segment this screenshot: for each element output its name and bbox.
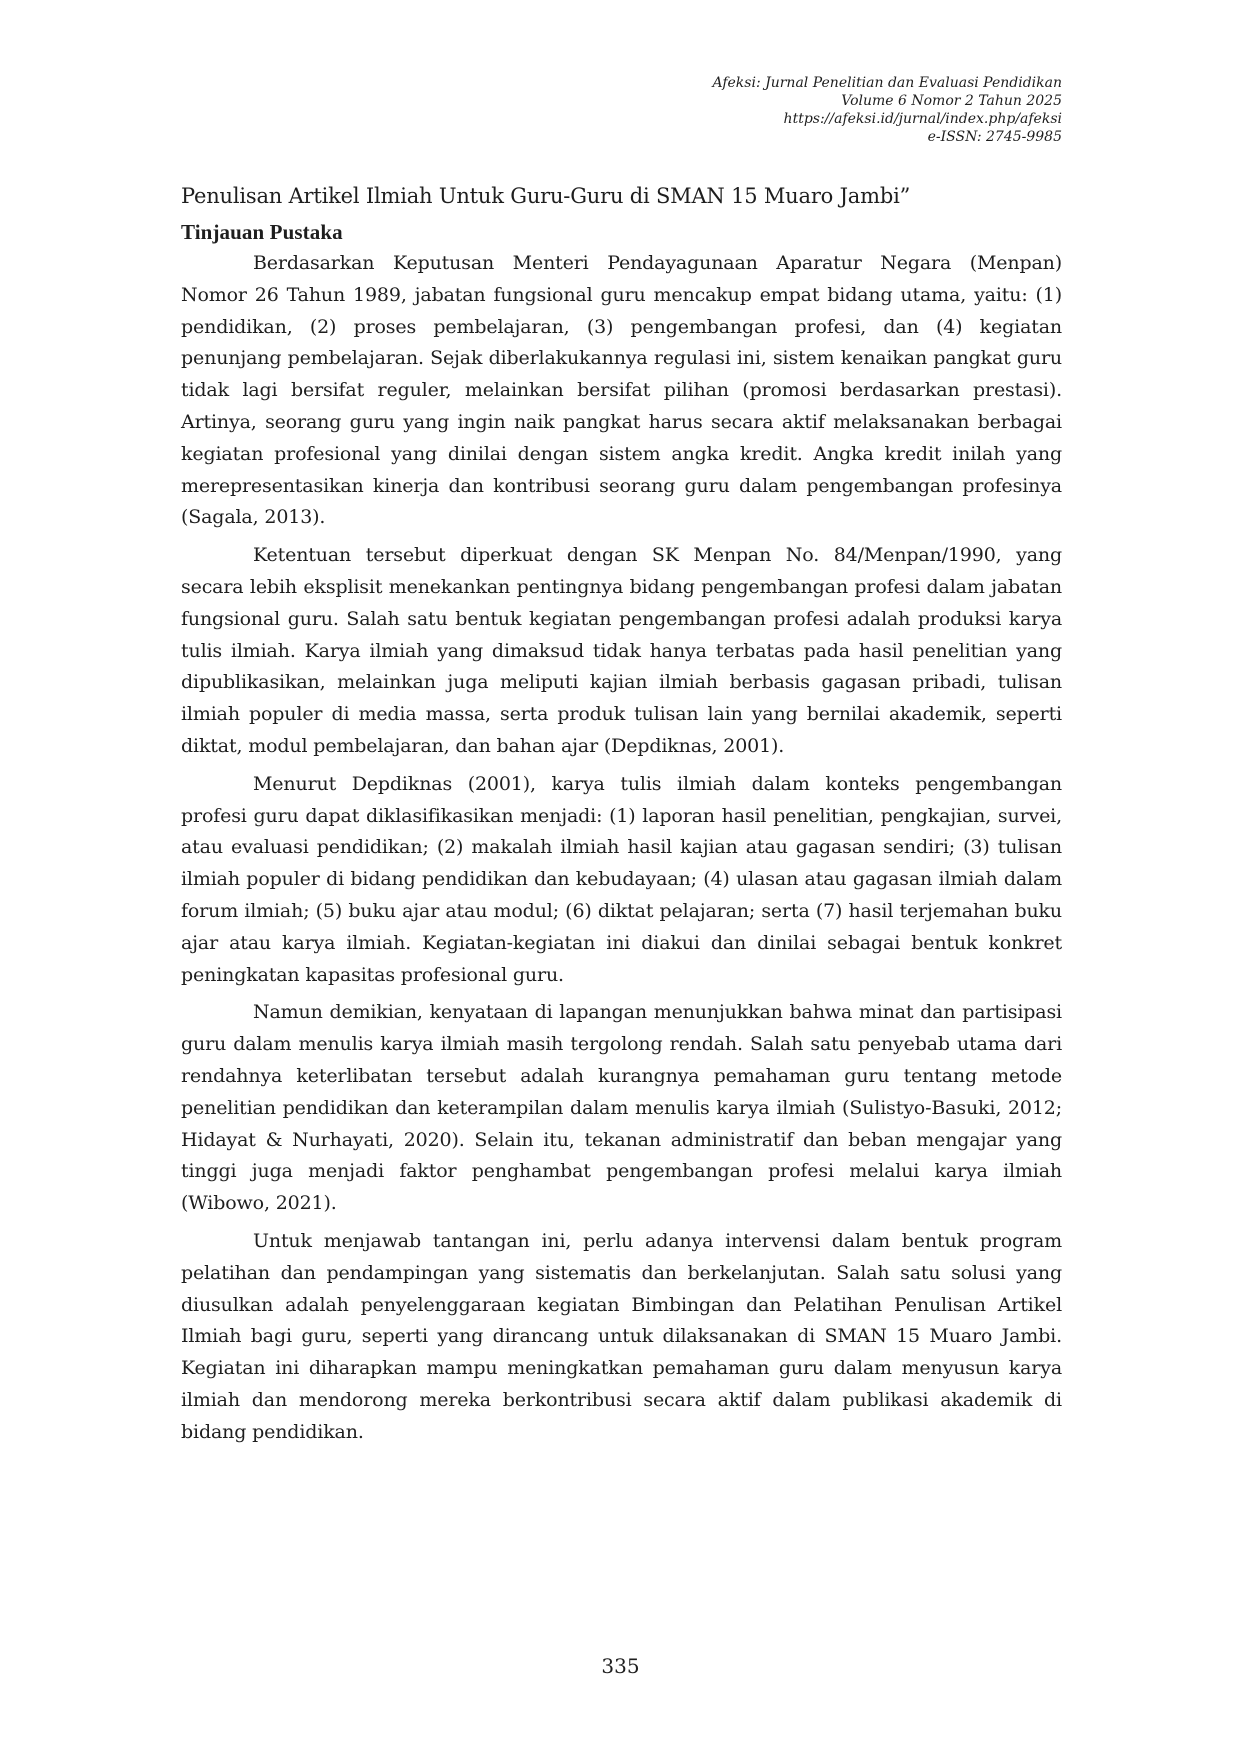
paragraph-line: forum ilmiah; (5) buku ajar atau modul; (6) diktat pelajaran; serta (7) hasil terjemahan buku xyxy=(181,899,1062,922)
paragraph-line: ajar atau karya ilmiah. Kegiatan-kegiatan ini diakui dan dinilai sebagai bentuk konkret xyxy=(181,931,1062,954)
paragraph-line: profesi guru dapat diklasifikasikan menjadi: (1) laporan hasil penelitian, pengkajian, survei, xyxy=(181,804,1062,827)
paragraph-line: (Sagala, 2013). xyxy=(181,506,326,529)
journal-header xyxy=(542,74,1062,146)
paragraph-line: fungsional guru. Salah satu bentuk kegiatan pengembangan profesi adalah produksi karya xyxy=(181,607,1062,630)
paragraph-line: tidak lagi bersifat reguler, melainkan bersifat pilihan (promosi berdasarkan prestasi). xyxy=(181,379,1062,402)
paragraph-line: penelitian pendidikan dan keterampilan dalam menulis karya ilmiah (Sulistyo-Basuki, 2012; xyxy=(181,1096,1062,1119)
paragraph-line: rendahnya keterlibatan tersebut adalah kurangnya pemahaman guru tentang metode xyxy=(181,1064,1062,1087)
paragraph-line: guru dalam menulis karya ilmiah masih tergolong rendah. Salah satu penyebab utama dari xyxy=(181,1033,1062,1056)
paragraph-line: Namun demikian, kenyataan di lapangan menunjukkan bahwa minat dan partisipasi xyxy=(253,1001,1062,1024)
continued-title: Penulisan Artikel Ilmiah Untuk Guru-Guru di SMAN 15 Muaro Jambi” xyxy=(181,184,911,208)
paragraph-line: Menurut Depdiknas (2001), karya tulis ilmiah dalam konteks pengembangan xyxy=(253,772,1062,795)
journal-name: Afeksi: Jurnal Penelitian dan Evaluasi Pendidikan xyxy=(712,75,1062,91)
paragraph-line: tinggi juga menjadi faktor penghambat pengembangan profesi melalui karya ilmiah xyxy=(181,1160,1062,1183)
body-paragraph xyxy=(181,1226,1062,1449)
article-body xyxy=(181,180,1062,1454)
paragraph-line: penunjang pembelajaran. Sejak diberlakukannya regulasi ini, sistem kenaikan pangkat guru xyxy=(181,347,1062,370)
paragraph-line: pendidikan, (2) proses pembelajaran, (3) pengembangan profesi, dan (4) kegiatan xyxy=(181,315,1062,338)
paragraph-line: pelatihan dan pendampingan yang sistematis dan berkelanjutan. Salah satu solusi yang xyxy=(181,1261,1062,1284)
paragraph-line: (Wibowo, 2021). xyxy=(181,1192,337,1215)
journal-volume: Volume 6 Nomor 2 Tahun 2025 xyxy=(841,93,1062,109)
section-heading: Tinjauan Pustaka xyxy=(181,220,343,244)
paragraph-line: ilmiah dan mendorong mereka berkontribusi secara aktif dalam publikasi akademik di xyxy=(181,1388,1062,1411)
paragraph-line: diusulkan adalah penyelenggaraan kegiatan Bimbingan dan Pelatihan Penulisan Artikel xyxy=(181,1293,1062,1316)
paragraph-line: Ilmiah bagi guru, seperti yang dirancang untuk dilaksanakan di SMAN 15 Muaro Jambi. xyxy=(181,1325,1062,1348)
page-number: 335 xyxy=(601,1654,640,1678)
journal-url: https://afeksi.id/jurnal/index.php/afeksi xyxy=(783,111,1062,127)
paragraph-line: diktat, modul pembelajaran, dan bahan ajar (Depdiknas, 2001). xyxy=(181,734,785,757)
paragraph-line: ilmiah populer di bidang pendidikan dan kebudayaan; (4) ulasan atau gagasan ilmiah dalam xyxy=(181,868,1062,891)
paragraph-line: ilmiah populer di media massa, serta produk tulisan lain yang bernilai akademik, seperti xyxy=(181,703,1062,726)
paragraph-line: Nomor 26 Tahun 1989, jabatan fungsional guru mencakup empat bidang utama, yaitu: (1) xyxy=(181,283,1062,306)
paragraphs xyxy=(181,248,1062,1448)
paragraph-line: tulis ilmiah. Karya ilmiah yang dimaksud tidak hanya terbatas pada hasil penelitian yang xyxy=(181,639,1062,662)
journal-issn: e-ISSN: 2745-9985 xyxy=(927,129,1062,145)
paragraph-line: secara lebih eksplisit menekankan pentingnya bidang pengembangan profesi dalam jabatan xyxy=(181,575,1062,598)
paragraph-line: peningkatan kapasitas profesional guru. xyxy=(181,963,564,986)
paragraph-line: merepresentasikan kinerja dan kontribusi seorang guru dalam pengembangan profesinya xyxy=(181,474,1062,497)
body-paragraph xyxy=(181,997,1062,1220)
paragraph-line: Untuk menjawab tantangan ini, perlu adanya intervensi dalam bentuk program xyxy=(253,1229,1062,1252)
body-paragraph xyxy=(181,540,1062,763)
paragraph-line: Kegiatan ini diharapkan mampu meningkatkan pemahaman guru dalam menyusun karya xyxy=(181,1357,1062,1380)
paragraph-line: dipublikasikan, melainkan juga meliputi kajian ilmiah berbasis gagasan pribadi, tulisan xyxy=(181,671,1062,694)
body-paragraph xyxy=(181,248,1062,534)
paragraph-line: bidang pendidikan. xyxy=(181,1420,364,1443)
paragraph-line: Artinya, seorang guru yang ingin naik pangkat harus secara aktif melaksanakan berbagai xyxy=(181,410,1062,433)
paragraph-line: kegiatan profesional yang dinilai dengan sistem angka kredit. Angka kredit inilah yang xyxy=(181,442,1062,465)
paragraph-line: Berdasarkan Keputusan Menteri Pendayagunaan Aparatur Negara (Menpan) xyxy=(253,252,1062,274)
paragraph-line: Ketentuan tersebut diperkuat dengan SK Menpan No. 84/Menpan/1990, yang xyxy=(253,544,1062,567)
body-paragraph xyxy=(181,769,1062,992)
paragraph-line: atau evaluasi pendidikan; (2) makalah ilmiah hasil kajian atau gagasan sendiri; (3) tulisan xyxy=(181,836,1062,859)
paragraph-line: Hidayat & Nurhayati, 2020). Selain itu, tekanan administratif dan beban mengajar yang xyxy=(181,1128,1062,1151)
